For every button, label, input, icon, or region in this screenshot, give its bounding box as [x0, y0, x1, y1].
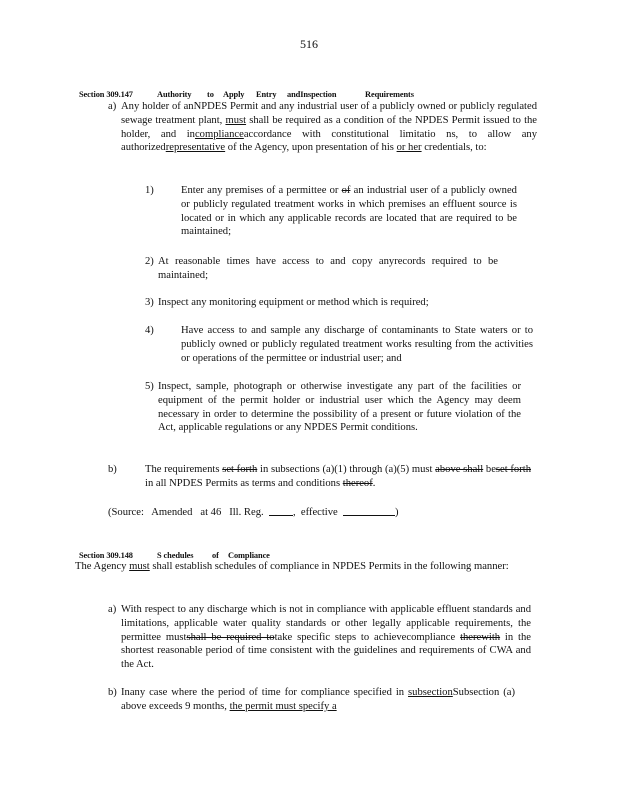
- text-run: Have access to and sample any discharge of contaminants to State waters or to publicly owned or publicly regulated treatment works resulting from the activities or operations of the permittee or industrial user; and: [181, 325, 533, 364]
- text-run: .: [372, 477, 376, 489]
- inserted-text: compliance: [194, 128, 244, 140]
- inserted-text: must: [129, 561, 150, 572]
- source-note: [108, 505, 399, 520]
- text-run: in all NPDES Permits as terms and conditions: [145, 477, 343, 489]
- deleted-text: thereof: [342, 477, 373, 489]
- text-run: be: [483, 464, 496, 475]
- inserted-text: subsection: [408, 687, 453, 698]
- source-suffix: ): [395, 507, 399, 518]
- text-run: shall be required as a condition of the NPDES Permit issued to the holder, and in: [121, 114, 538, 140]
- deleted-text: above shall: [435, 464, 484, 475]
- section-title-word: Requirements: [365, 89, 414, 99]
- deleted-text: therewith: [460, 631, 501, 643]
- text-run: With respect to any discharge which is not in compliance with applicable effluent standards and limitations, applicable water quality standards or other legally applicable requirements, the permittee must: [121, 604, 531, 643]
- paragraph-b: [145, 463, 531, 491]
- item-5: [158, 380, 521, 435]
- source-mid: , effective: [292, 507, 344, 518]
- text-run: in subsections (a)(1) through (a)(5) must: [257, 464, 436, 475]
- text-run: Inany case where the period of time for compliance specified in: [121, 687, 409, 698]
- text-run: Any holder of anNPDES Permit and any industrial user of a publicly owned or publicly regulated sewage treatment plant,: [121, 101, 537, 126]
- text-run: take specific steps to achievecompliance: [274, 631, 461, 643]
- item-label: 3): [145, 297, 154, 308]
- text-run: Inspect any monitoring equipment or method which is required;: [158, 297, 429, 308]
- paragraph-label: a): [108, 604, 117, 615]
- paragraph-a: [121, 100, 537, 155]
- section-title-word: Apply: [223, 89, 245, 99]
- text-run: in the shortest reasonable period of time consistent with the guidelines and requirements of CWA and the Act.: [121, 631, 531, 671]
- section-title-word: Compliance: [228, 550, 270, 560]
- text-run: credentials, to:: [421, 142, 487, 154]
- text-run: Subsection (a) above exceeds 9 months,: [121, 687, 515, 712]
- text-run: accordance with constitutional limitatio ns, to allow any authorized: [121, 128, 538, 154]
- schedule-paragraph-a: [121, 603, 531, 672]
- section-title-word: andInspection: [287, 89, 337, 99]
- text-run: Inspect, sample, photograph or otherwise investigate any part of the facilities or equipment of the permit holder or industrial user which the Agency may deem necessary in order to determine the possibility of a present or future violation of the Act, applicable regulations or any NPDES Permit conditions.: [158, 381, 521, 434]
- item-label: 5): [145, 381, 154, 392]
- item-label: 4): [145, 325, 154, 336]
- text-run: shall establish schedules of compliance in NPDES Permits in the following manner:: [149, 561, 509, 572]
- deleted-text: set forth: [222, 464, 258, 475]
- section-title-word: of: [212, 550, 219, 560]
- section-title-word: Authority: [157, 89, 192, 99]
- text-run: of the Agency, upon presentation of his: [225, 142, 397, 154]
- section-heading-309-147: [75, 74, 414, 102]
- section-title-word: S chedules: [157, 550, 194, 560]
- text-run: Enter any premises of a permittee or: [181, 185, 342, 196]
- inserted-text: or her: [396, 142, 422, 154]
- paragraph-label: b): [108, 464, 117, 475]
- text-run: an industrial user of a publicly owned or publicly regulated treatment works in which premises an effluent source is located or in which any applicable records are located that are required to be maintained;: [181, 185, 517, 238]
- item-1: [181, 184, 517, 239]
- item-label: 2): [145, 256, 154, 267]
- blank-line: [269, 505, 293, 516]
- inserted-text: representative: [165, 142, 226, 154]
- deleted-text: shall be required to: [186, 631, 275, 643]
- schedule-paragraph-b: [121, 686, 515, 714]
- section-title-word: to: [207, 89, 214, 99]
- section-number: Section 309.148: [79, 550, 133, 560]
- intro-paragraph: [75, 560, 517, 574]
- item-3: [158, 296, 478, 310]
- text-run: The requirements: [145, 464, 223, 475]
- section-heading-309-148: [75, 535, 270, 563]
- item-label: 1): [145, 185, 154, 196]
- text-run: At reasonable times have access to and copy anyrecords required to be maintained;: [158, 256, 498, 281]
- item-2: [158, 255, 498, 283]
- inserted-text: must: [225, 114, 247, 126]
- text-run: The Agency: [75, 561, 130, 572]
- deleted-text: of: [341, 185, 351, 196]
- section-number: Section 309.147: [79, 89, 133, 99]
- item-4: [181, 324, 533, 365]
- inserted-text: the permit must specify a: [229, 700, 337, 712]
- section-title-word: Entry: [256, 89, 277, 99]
- deleted-text: set forth: [495, 464, 531, 475]
- blank-line: [343, 505, 395, 516]
- paragraph-label: a): [108, 101, 117, 112]
- paragraph-label: b): [108, 687, 117, 698]
- source-prefix: (Source: Amended at 46 Ill. Reg.: [108, 507, 269, 518]
- page-number: 516: [300, 37, 318, 51]
